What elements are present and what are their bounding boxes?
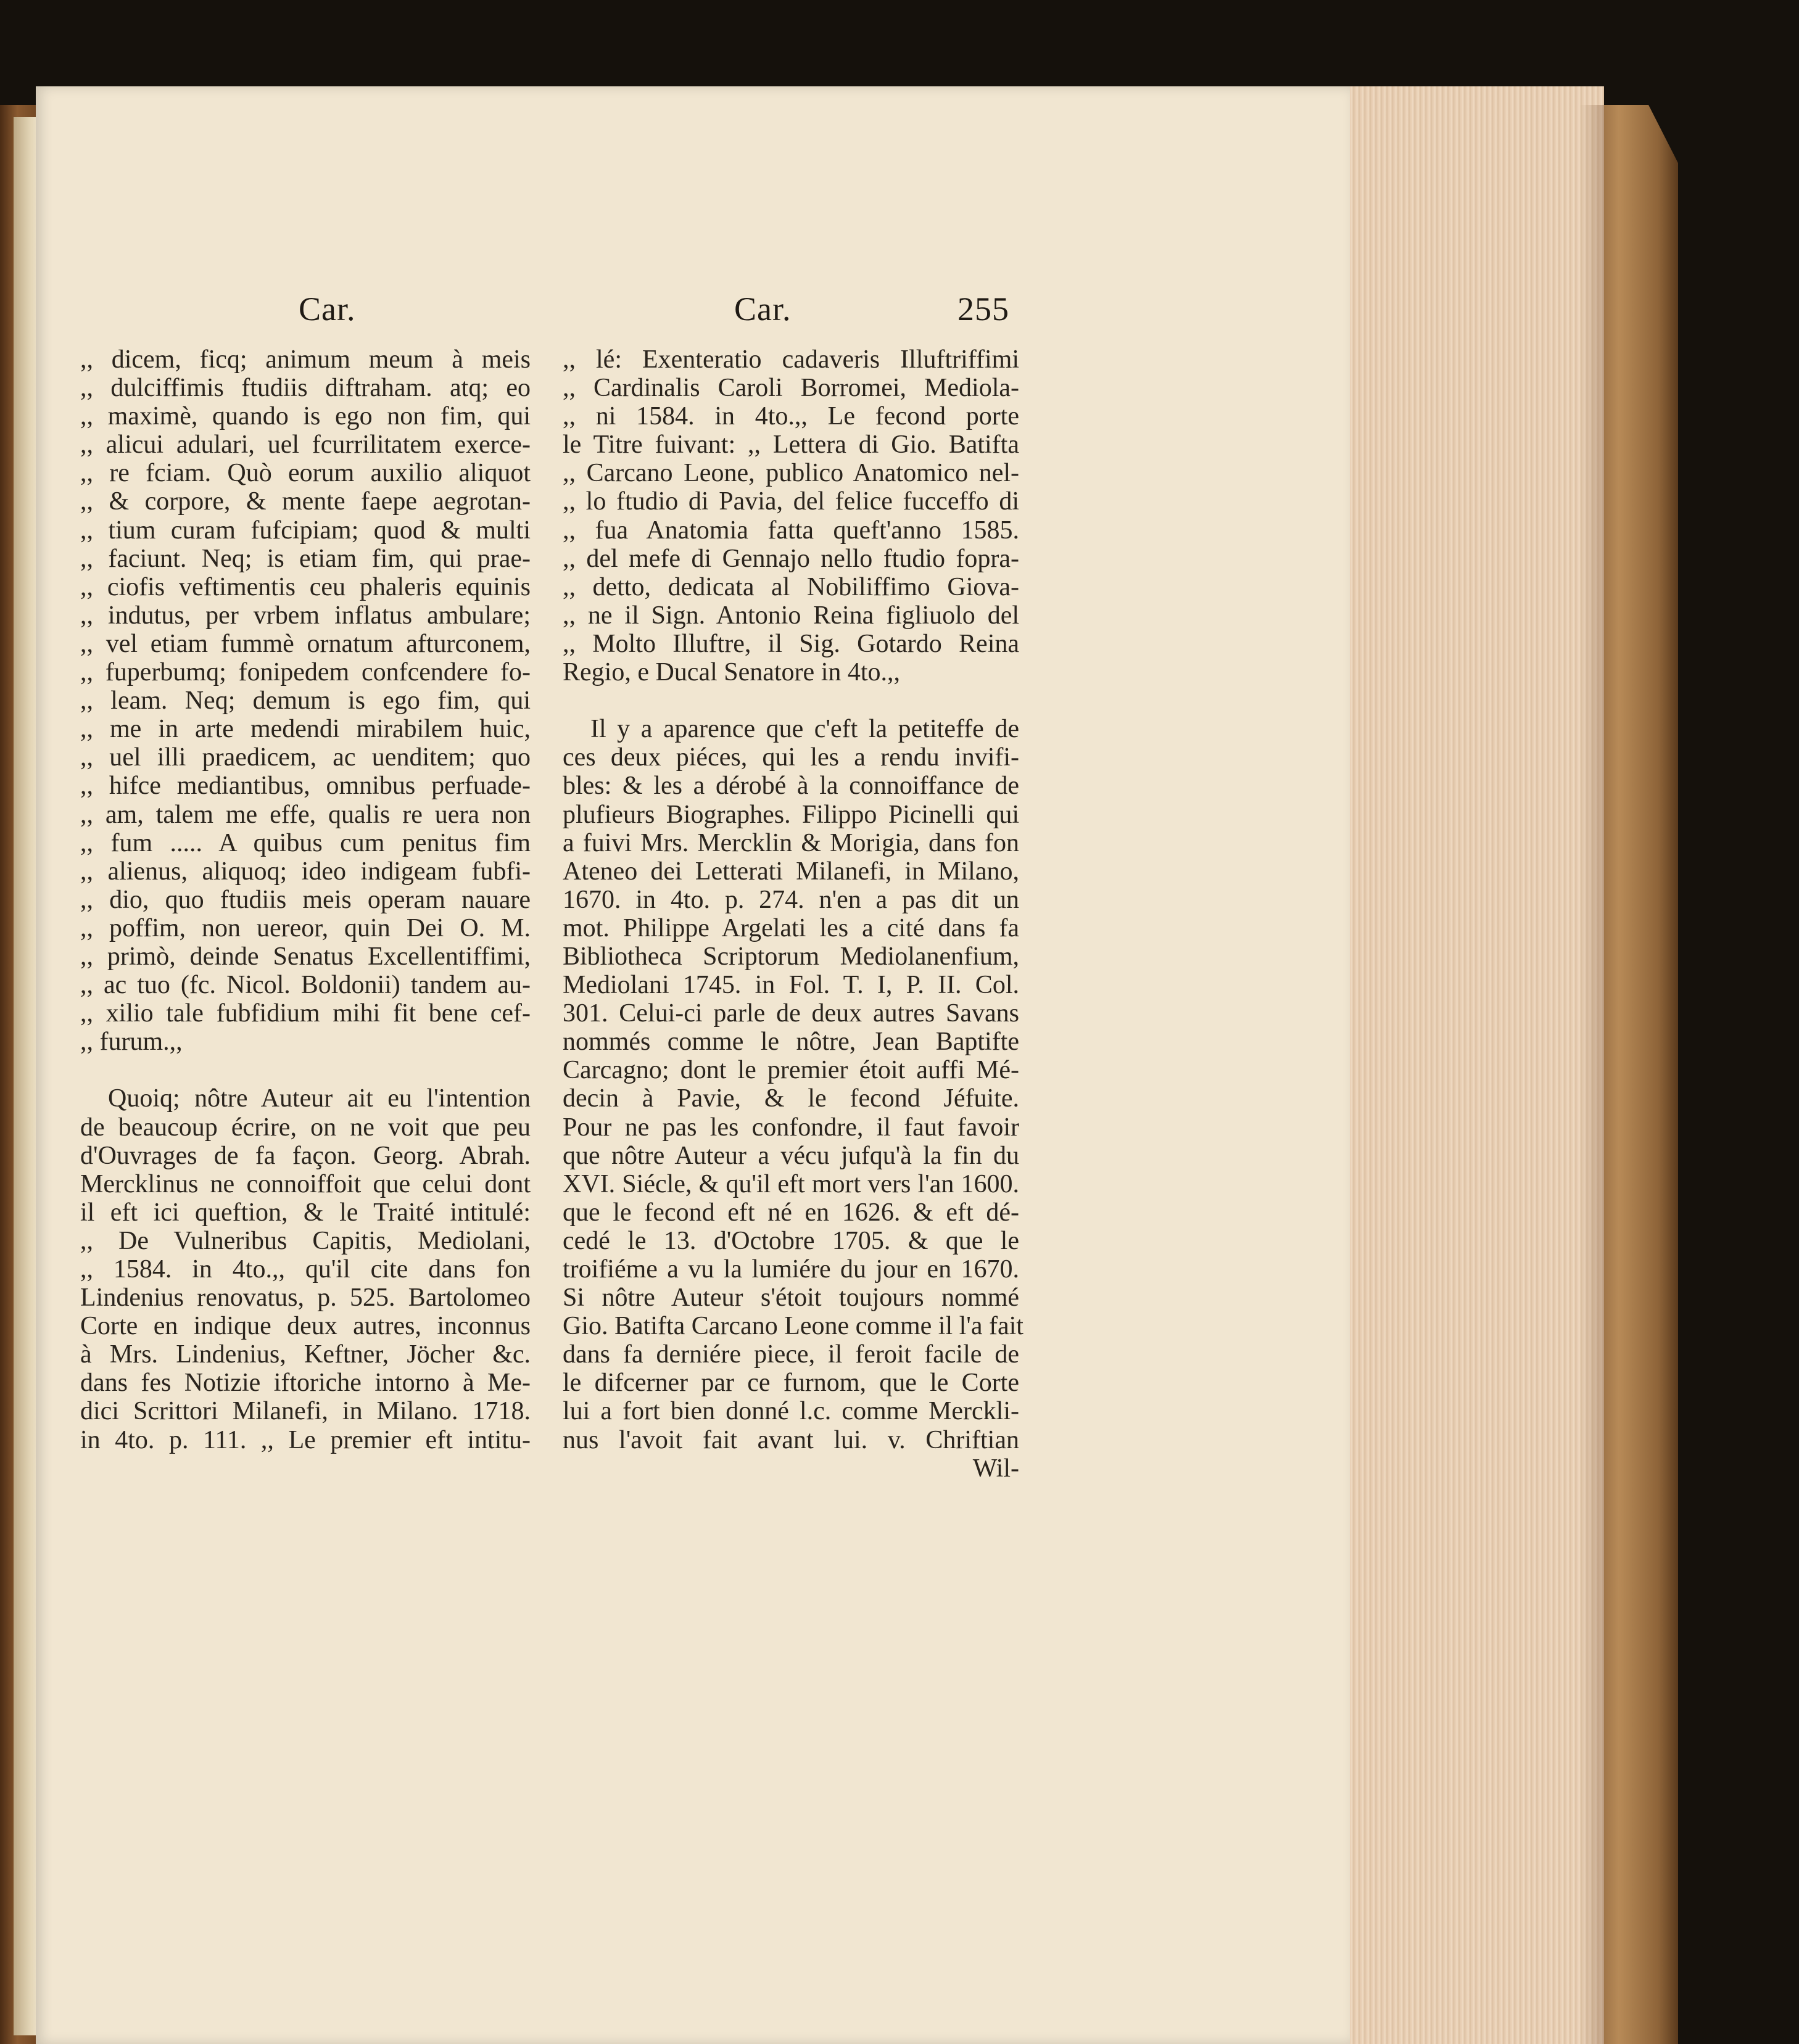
text-line: ,, detto, dedicata al Nobiliffimo Giova- — [563, 572, 1019, 601]
text-line: ,, Molto Illuftre, il Sig. Gotardo Reina — [563, 629, 1019, 658]
text-line: ,, dicem, ficq; animum meum à meis — [80, 345, 531, 374]
text-line: XVI. Siécle, & qu'il eft mort vers l'an 1600. — [563, 1169, 1019, 1198]
right-running-head: Car. — [734, 291, 792, 328]
text-line: ,, uel illi praedicem, ac uenditem; quo — [80, 743, 531, 772]
text-line: mot. Philippe Argelati les a cité dans fa — [563, 913, 1019, 942]
text-line: ,, re fciam. Quò eorum auxilio aliquot — [80, 459, 531, 488]
page-block-shadow — [1579, 105, 1604, 2044]
text-line: dici Scrittori Milanefi, in Milano. 1718. — [80, 1397, 531, 1426]
text-line: ,, Carcano Leone, publico Anatomico nel- — [563, 459, 1019, 488]
text-line: Bibliotheca Scriptorum Mediolanenfium, — [563, 942, 1019, 971]
text-line: ,, vel etiam fummè ornatum afturconem, — [80, 629, 531, 658]
text-line: Corte en indique deux autres, inconnus — [80, 1312, 531, 1341]
text-line: Il y a aparence que c'eft la petiteffe de — [590, 715, 1019, 744]
text-line: le Titre fuivant: ,, Lettera di Gio. Batifta — [563, 431, 1019, 459]
text-line: bles: & les a dérobé à la connoiffance de — [563, 772, 1019, 801]
text-line: ,, del mefe di Gennajo nello ftudio fopra- — [563, 544, 1019, 573]
text-line: ,, & corpore, & mente faepe aegrotan- — [80, 487, 531, 516]
text-line: il eft ici queftion, & le Traité intitulé: — [80, 1198, 531, 1227]
text-line: lui a fort bien donné l.c. comme Merckli- — [563, 1397, 1019, 1426]
text-line: ,, faciunt. Neq; is etiam fim, qui prae- — [80, 544, 531, 573]
text-line: ,, De Vulneribus Capitis, Mediolani, — [80, 1226, 531, 1255]
text-line: d'Ouvrages de fa façon. Georg. Abrah. — [80, 1141, 531, 1170]
text-line: Quoiq; nôtre Auteur ait eu l'intention — [108, 1084, 531, 1113]
text-line: in 4to. p. 111. ,, Le premier eft intitu- — [80, 1425, 531, 1454]
text-line: plufieurs Biographes. Filippo Picinelli qui — [563, 800, 1019, 829]
text-line: Regio, e Ducal Senatore in 4to.,, — [563, 658, 901, 687]
text-line: ,, fum ..... A quibus cum penitus fim — [80, 828, 531, 857]
text-line: ,, lo ftudio di Pavia, del felice fucceffo di — [563, 487, 1019, 516]
text-line: ,, 1584. in 4to.,, qu'il cite dans fon — [80, 1255, 531, 1284]
text-line: Gio. Batifta Carcano Leone comme il l'a fait — [563, 1312, 1024, 1341]
text-line: 1670. in 4to. p. 274. n'en a pas dit un — [563, 885, 1019, 914]
text-line: ,, ne il Sign. Antonio Reina figliuolo del — [563, 601, 1019, 630]
text-line: Ateneo dei Letterati Milanefi, in Milano, — [563, 857, 1019, 886]
text-line: Mediolani 1745. in Fol. T. I, P. II. Col. — [563, 971, 1019, 1000]
text-line: de beaucoup écrire, on ne voit que peu — [80, 1113, 531, 1142]
text-line: ,, ni 1584. in 4to.,, Le fecond porte — [563, 402, 1019, 431]
text-line: ,, dulciffimis ftudiis diftraham. atq; eo — [80, 374, 531, 403]
page-number: 255 — [957, 291, 1009, 328]
text-line: ,, leam. Neq; demum is ego fim, qui — [80, 686, 531, 715]
text-line: Si nôtre Auteur s'étoit toujours nommé — [563, 1284, 1019, 1313]
text-line: ,, maximè, quando is ego non fim, qui — [80, 402, 531, 431]
right-text-column — [563, 345, 1024, 1483]
text-line: Pour ne pas les confondre, il faut favoir — [563, 1113, 1019, 1142]
page-block-edges — [1339, 86, 1604, 2044]
text-line: ,, alienus, aliquoq; ideo indigeam fubfi- — [80, 857, 531, 886]
text-line: ,, alicui adulari, uel fcurrilitatem exerce- — [80, 431, 531, 459]
text-line: ,, ac tuo (fc. Nicol. Boldonii) tandem au- — [80, 971, 531, 1000]
text-line: ,, Cardinalis Caroli Borromei, Mediola- — [563, 374, 1019, 403]
text-line: Carcagno; dont le premier étoit auffi Mé- — [563, 1056, 1019, 1085]
left-running-head: Car. — [299, 291, 356, 328]
text-line: ,, primò, deinde Senatus Excellentiffimi, — [80, 942, 531, 971]
text-line: cedé le 13. d'Octobre 1705. & que le — [563, 1226, 1019, 1255]
text-line: dans fes Notizie iftoriche intorno à Me- — [80, 1369, 531, 1398]
paragraph-gap — [563, 686, 1019, 715]
text-line: ces deux piéces, qui les a rendu invifi- — [563, 743, 1019, 772]
text-line: que le fecond eft né en 1626. & eft dé- — [563, 1198, 1019, 1227]
text-line: decin à Pavie, & le fecond Jéfuite. — [563, 1084, 1019, 1113]
text-line: ,, fua Anatomia fatta queft'anno 1585. — [563, 516, 1019, 545]
text-line: ,, fuperbumq; fonipedem confcendere fo- — [80, 658, 531, 687]
text-line: dans fa derniére piece, il feroit facile de — [563, 1340, 1019, 1369]
text-line: ,, lé: Exenteratio cadaveris Illuftriffimi — [563, 345, 1019, 374]
text-line: a fuivi Mrs. Mercklin & Morigia, dans fon — [563, 828, 1019, 857]
text-line: nus l'avoit fait avant lui. v. Chriftian — [563, 1425, 1019, 1454]
text-line: 301. Celui-ci parle de deux autres Savans — [563, 999, 1019, 1028]
text-line: ,, furum.,, — [80, 1028, 183, 1057]
text-line: nommés comme le nôtre, Jean Baptifte — [563, 1028, 1019, 1057]
left-text-column — [80, 345, 531, 1454]
text-line: ,, xilio tale fubfidium mihi fit bene cef- — [80, 999, 531, 1028]
text-line: ,, dio, quo ftudiis meis operam nauare — [80, 885, 531, 914]
text-line: ,, me in arte medendi mirabilem huic, — [80, 715, 531, 744]
text-line: à Mrs. Lindenius, Keftner, Jöcher &c. — [80, 1340, 531, 1369]
text-line: ,, poffim, non uereor, quin Dei O. M. — [80, 913, 531, 942]
text-line: troifiéme a vu la lumiére du jour en 1670. — [563, 1255, 1019, 1284]
text-line: ,, tium curam fufcipiam; quod & multi — [80, 516, 531, 545]
text-line: ,, indutus, per vrbem inflatus ambulare; — [80, 601, 531, 630]
text-line: que nôtre Auteur a vécu jufqu'à la fin du — [563, 1141, 1019, 1170]
text-line: Lindenius renovatus, p. 525. Bartolomeo — [80, 1284, 531, 1313]
text-line: ,, ciofis veftimentis ceu phaleris equinis — [80, 572, 531, 601]
text-line: le difcerner par ce furnom, que le Corte — [563, 1369, 1019, 1398]
paragraph-gap — [80, 1056, 531, 1084]
text-line: Wil- — [972, 1454, 1019, 1483]
text-line: ,, am, talem me effe, qualis re uera non — [80, 800, 531, 829]
text-line: ,, hifce mediantibus, omnibus perfuade- — [80, 772, 531, 801]
text-line: Mercklinus ne connoiffoit que celui dont — [80, 1169, 531, 1198]
